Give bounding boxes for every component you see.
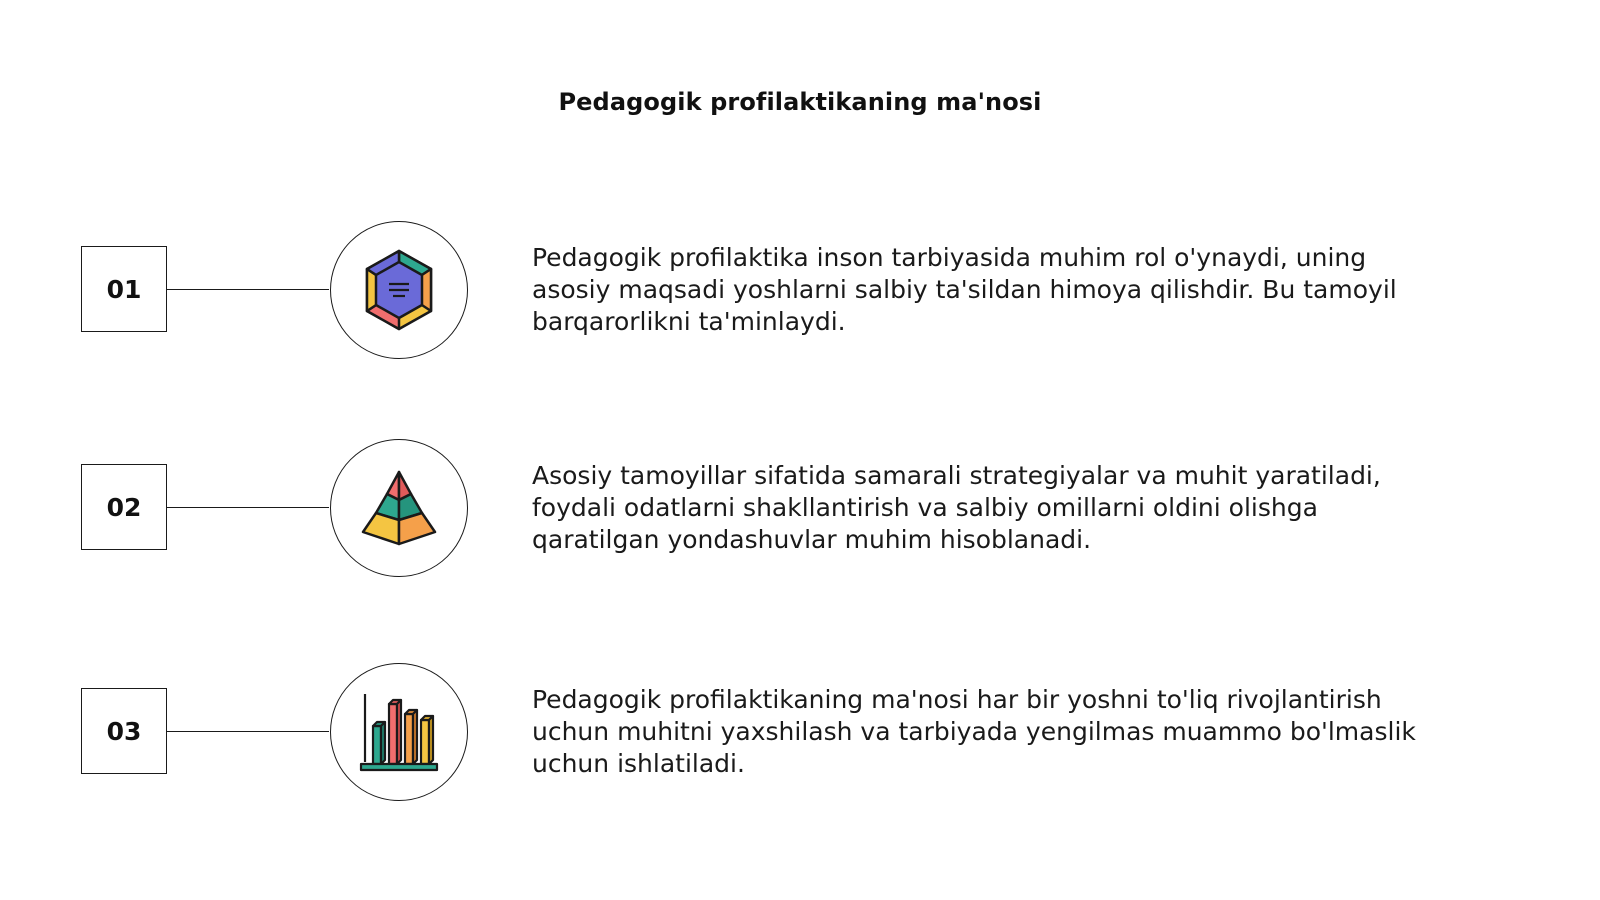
step-description <box>532 684 1532 780</box>
description-line: qaratilgan yondashuvlar muhim hisoblanadi. <box>532 525 1092 554</box>
step-number: 01 <box>106 274 142 304</box>
step-row-2 <box>0 438 1600 578</box>
step-number-box <box>81 464 167 550</box>
step-description <box>532 460 1532 556</box>
description-line: barqarorlikni ta'minlaydi. <box>532 307 846 336</box>
icon-circle <box>330 439 468 577</box>
page-title: Pedagogik profilaktikaning ma'nosi <box>558 88 1042 116</box>
step-number-box <box>81 246 167 332</box>
connector-line <box>167 731 329 732</box>
description-line: uchun ishlatiladi. <box>532 749 745 778</box>
description-line: foydali odatlarni shakllantirish va salbiy omillarni oldini olishga <box>532 493 1318 522</box>
icon-circle <box>330 663 468 801</box>
icon-circle <box>330 221 468 359</box>
step-number: 03 <box>106 716 142 746</box>
step-description <box>532 242 1532 338</box>
description-line: Pedagogik profilaktikaning ma'nosi har bir yoshni to'liq rivojlantirish <box>532 685 1382 714</box>
bar-chart-icon <box>357 690 441 774</box>
description-line: asosiy maqsadi yoshlarni salbiy ta'sildan himoya qilishdir. Bu tamoyil <box>532 275 1397 304</box>
step-row-1 <box>0 220 1600 360</box>
step-number: 02 <box>106 492 142 522</box>
description-line: Pedagogik profilaktika inson tarbiyasida muhim rol o'ynaydi, uning <box>532 243 1367 272</box>
step-number-box <box>81 688 167 774</box>
description-line: uchun muhitni yaxshilash va tarbiyada yengilmas muammo bo'lmaslik <box>532 717 1416 746</box>
pyramid-icon <box>357 466 441 550</box>
step-row-3 <box>0 662 1600 802</box>
hexagon-icon <box>361 248 437 332</box>
connector-line <box>167 289 329 290</box>
description-line: Asosiy tamoyillar sifatida samarali strategiyalar va muhit yaratiladi, <box>532 461 1381 490</box>
connector-line <box>167 507 329 508</box>
